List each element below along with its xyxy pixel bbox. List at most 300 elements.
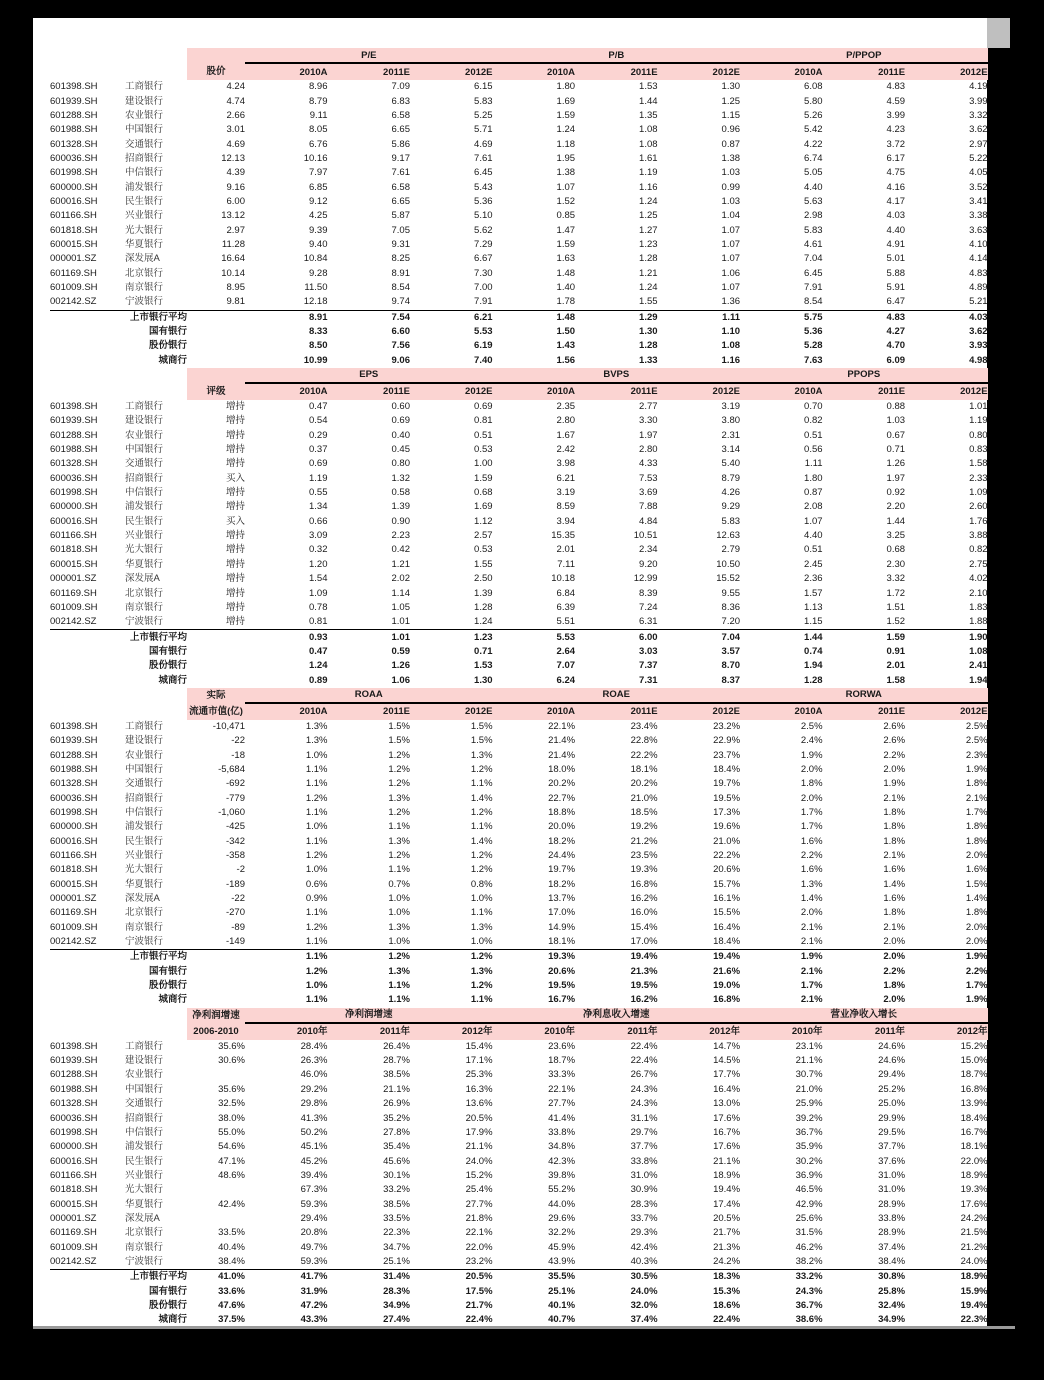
- cell-value: 2.2%: [800, 850, 823, 862]
- cell-value: 1.44: [886, 515, 906, 527]
- cell-value: 9.28: [309, 267, 328, 279]
- cell-value: 1.38: [556, 167, 576, 179]
- cell-value: 15.0%: [960, 1055, 988, 1067]
- table-row: [50, 849, 988, 863]
- cell-value: 18.7%: [548, 1055, 576, 1067]
- cell-value: 1.19: [309, 472, 328, 484]
- cell-value: 1.4%: [800, 893, 823, 905]
- cell-col3-value: 4.24: [226, 81, 245, 93]
- cell-value: 1.50: [556, 326, 576, 338]
- cell-value: 3.03: [639, 645, 658, 657]
- cell-value: 2.08: [804, 501, 823, 513]
- average-label: 股份银行: [148, 980, 187, 992]
- cell-value: 24.3%: [630, 1083, 658, 1095]
- cell-value: 32.4%: [878, 1299, 906, 1311]
- cell-value: 1.16: [721, 354, 741, 366]
- cell-value: 2.35: [556, 401, 576, 413]
- cell-value: 1.59: [556, 109, 576, 121]
- average-row: [50, 950, 988, 965]
- year-header: 2010A: [245, 703, 328, 720]
- cell-stock-code: 600036.SH: [50, 1112, 98, 1124]
- cell-value: 9.29: [721, 501, 741, 513]
- year-header: 2010A: [245, 383, 328, 400]
- cell-value: 5.83: [804, 224, 823, 236]
- cell-value: 45.1%: [300, 1141, 328, 1153]
- cell-value: 0.60: [391, 401, 410, 413]
- cell-bank-name: 交通银行: [125, 138, 164, 150]
- cell-value: 0.69: [474, 401, 493, 413]
- cell-value: 18.7%: [960, 1069, 988, 1081]
- cell-stock-code: 601939.SH: [50, 95, 98, 107]
- cell-col3-value: 40.4%: [218, 1241, 245, 1253]
- cell-value: 7.97: [309, 167, 328, 179]
- cell-value: 4.03: [969, 311, 988, 323]
- year-header: 2012E: [905, 63, 988, 80]
- cell-value: 16.0%: [630, 907, 658, 919]
- spacer-cell: [50, 63, 187, 80]
- cell-value: 16.1%: [713, 893, 741, 905]
- cell-value: 29.7%: [630, 1126, 658, 1138]
- cell-col3-value: 13.12: [221, 210, 245, 222]
- table-row: [50, 1040, 988, 1054]
- cell-value: 16.7%: [960, 1126, 988, 1138]
- cell-value: 7.07: [556, 660, 576, 672]
- group-header-row: [50, 688, 988, 703]
- year-header: 2010A: [493, 383, 576, 400]
- cell-col3-value: 54.6%: [218, 1141, 245, 1153]
- cell-col3-value: 增持: [225, 458, 245, 470]
- year-header: 2011E: [328, 63, 411, 80]
- average-label: 国有银行: [148, 645, 187, 657]
- cell-value: 1.24: [556, 124, 576, 136]
- cell-col3-value: [187, 354, 245, 368]
- cell-value: 1.08: [969, 645, 988, 657]
- cell-value: 34.8%: [548, 1141, 576, 1153]
- cell-value: 8.54: [740, 295, 823, 310]
- cell-value: 2.0%: [800, 763, 823, 775]
- cell-value: 13.9%: [960, 1098, 988, 1110]
- cell-value: 1.08: [639, 138, 658, 150]
- spacer-cell: [50, 368, 187, 383]
- cell-value: 10.18: [551, 573, 576, 585]
- cell-value: 1.18: [556, 138, 576, 150]
- cell-value: 1.30: [639, 326, 658, 338]
- cell-value: 21.0%: [795, 1083, 823, 1095]
- cell-value: 1.08: [639, 124, 658, 136]
- cell-value: 0.51: [804, 544, 823, 556]
- cell-value: 1.48: [556, 267, 576, 279]
- cell-value: 5.05: [804, 167, 823, 179]
- cell-value: 1.03: [721, 167, 741, 179]
- cell-value: 8.54: [391, 281, 410, 293]
- cell-value: 1.51: [886, 601, 906, 613]
- cell-value: 6.31: [575, 615, 658, 630]
- cell-value: 1.25: [639, 210, 658, 222]
- col3-header: 2006-2010: [187, 1023, 245, 1040]
- cell-value: 20.2%: [630, 778, 658, 790]
- table-row: [50, 906, 988, 920]
- cell-value: 1.03: [721, 195, 741, 207]
- cell-stock-code: 601818.SH: [50, 1184, 98, 1196]
- cell-value: 10.50: [716, 558, 741, 570]
- cell-value: 11.50: [304, 281, 328, 293]
- cell-value: 0.40: [391, 429, 410, 441]
- cell-value: 2.20: [886, 501, 906, 513]
- year-header: 2012E: [658, 63, 741, 80]
- cell-value: 6.45: [474, 167, 493, 179]
- cell-value: 37.4%: [575, 1313, 658, 1328]
- cell-value: 45.6%: [383, 1155, 410, 1167]
- cell-value: 25.2%: [878, 1083, 906, 1095]
- cell-value: 33.7%: [630, 1212, 658, 1224]
- cell-value: 2.02: [391, 573, 410, 585]
- cell-value: 25.1%: [548, 1285, 576, 1297]
- cell-value: 1.9%: [800, 749, 823, 761]
- cell-value: 6.67: [474, 253, 493, 265]
- cell-value: 22.7%: [548, 792, 576, 804]
- cell-col3-value: 增持: [225, 573, 245, 585]
- table-row: [50, 500, 988, 514]
- cell-value: 42.4%: [630, 1241, 658, 1253]
- cell-value: 0.67: [886, 429, 906, 441]
- cell-value: 13.6%: [465, 1098, 493, 1110]
- cell-bank-name: 中国银行: [125, 444, 164, 456]
- cell-value: 16.4%: [713, 921, 741, 933]
- cell-value: 4.83: [886, 81, 906, 93]
- cell-value: 4.91: [886, 238, 906, 250]
- table-row: [50, 1083, 988, 1097]
- cell-value: 19.0%: [713, 980, 741, 992]
- cell-bank-name: 北京银行: [125, 907, 164, 919]
- cell-value: 1.15: [740, 615, 823, 630]
- cell-col3-value: 6.00: [226, 195, 245, 207]
- cell-value: 1.78: [493, 295, 576, 310]
- cell-value: 33.5%: [383, 1212, 410, 1224]
- year-header: 2010年: [245, 1023, 328, 1040]
- cell-value: 17.0%: [548, 907, 576, 919]
- cell-col3-value: -270: [225, 907, 245, 919]
- cell-col3-value: 2.97: [226, 224, 245, 236]
- cell-value: 4.83: [886, 311, 906, 323]
- cell-value: 29.6%: [548, 1212, 576, 1224]
- cell-stock-code: 601818.SH: [50, 864, 98, 876]
- cell-value: 2.5%: [800, 720, 823, 732]
- table-row: [50, 921, 988, 935]
- cell-value: 2.1%: [800, 994, 823, 1006]
- cell-value: 1.01: [328, 615, 411, 630]
- cell-value: 21.4%: [548, 749, 576, 761]
- cell-value: 28.3%: [383, 1285, 410, 1297]
- cell-value: 39.4%: [300, 1169, 328, 1181]
- year-header: 2011E: [823, 383, 906, 400]
- average-label: 国有银行: [148, 326, 187, 338]
- cell-value: 1.43: [556, 340, 576, 352]
- cell-value: 1.52: [823, 615, 906, 630]
- cell-value: 1.67: [556, 429, 576, 441]
- cell-value: 7.09: [391, 81, 410, 93]
- cell-value: 5.83: [721, 515, 741, 527]
- cell-value: 19.4%: [713, 1184, 741, 1196]
- cell-value: 1.9%: [800, 951, 823, 963]
- cell-value: 3.19: [721, 401, 741, 413]
- cell-value: 1.0%: [305, 864, 328, 876]
- cell-value: 45.9%: [548, 1241, 576, 1253]
- cell-bank-name: 浦发银行: [125, 501, 164, 513]
- cell-value: 3.41: [969, 195, 988, 207]
- cell-bank-name: 光大银行: [125, 1184, 164, 1196]
- cell-value: 4.05: [969, 167, 988, 179]
- cell-value: 7.54: [391, 311, 410, 323]
- cell-value: 1.57: [804, 587, 823, 599]
- cell-value: 12.99: [633, 573, 658, 585]
- table-row: [50, 266, 988, 280]
- cell-value: 40.7%: [493, 1313, 576, 1328]
- table-row: [50, 1068, 988, 1082]
- cell-value: 17.1%: [465, 1055, 493, 1067]
- cell-col3-value: [187, 659, 245, 673]
- cell-value: 5.87: [391, 210, 410, 222]
- cell-value: 1.44: [639, 95, 658, 107]
- cell-value: 0.91: [886, 645, 906, 657]
- cell-value: 17.4%: [713, 1198, 741, 1210]
- cell-value: 40.1%: [548, 1299, 576, 1311]
- cell-value: 18.6%: [713, 1299, 741, 1311]
- table-row: [50, 180, 988, 194]
- cell-value: 2.42: [556, 444, 576, 456]
- cell-value: 1.1%: [305, 835, 328, 847]
- cell-bank-name: 光大银行: [125, 224, 164, 236]
- report-page: [33, 18, 987, 1326]
- cell-col3-value: [187, 965, 245, 979]
- cell-value: 32.0%: [630, 1299, 658, 1311]
- cell-col3-value: [187, 310, 245, 325]
- cell-value: 23.1%: [795, 1040, 823, 1052]
- year-header: 2012E: [905, 703, 988, 720]
- cell-value: 21.0%: [713, 835, 741, 847]
- cell-value: 33.2%: [383, 1184, 410, 1196]
- cell-value: 3.32: [969, 109, 988, 121]
- cell-value: 1.94: [804, 660, 823, 672]
- cell-value: 43.9%: [493, 1255, 576, 1270]
- cell-value: 22.4%: [630, 1055, 658, 1067]
- cell-value: 22.4%: [630, 1040, 658, 1052]
- cell-bank-name: 华夏银行: [125, 238, 164, 250]
- cell-col3-value: -692: [225, 778, 245, 790]
- cell-stock-code: 601988.SH: [50, 124, 98, 136]
- cell-value: 14.5%: [713, 1055, 741, 1067]
- cell-stock-code: 601166.SH: [50, 210, 97, 222]
- cell-col3-value: -2: [236, 864, 245, 876]
- cell-value: 18.4%: [658, 935, 741, 950]
- cell-value: 15.2%: [960, 1040, 988, 1052]
- cell-value: 16.8%: [960, 1083, 988, 1095]
- cell-bank-name: 浦发银行: [125, 821, 164, 833]
- cell-value: 46.5%: [795, 1184, 823, 1196]
- cell-value: 23.4%: [630, 720, 658, 732]
- cell-value: 1.6%: [800, 864, 823, 876]
- cell-value: 4.40: [886, 224, 906, 236]
- cell-value: 1.1%: [388, 994, 410, 1006]
- cell-value: 1.28: [804, 674, 823, 686]
- year-header: 2011E: [575, 703, 658, 720]
- cell-value: 16.7%: [548, 994, 576, 1006]
- cell-value: 28.9%: [878, 1227, 906, 1239]
- cell-bank-name: 北京银行: [125, 1227, 164, 1239]
- col3-header: 评级: [187, 383, 245, 400]
- cell-value: 5.28: [804, 340, 823, 352]
- group-header: 净利润增速: [245, 1008, 493, 1023]
- cell-value: 5.40: [721, 458, 741, 470]
- cell-bank-name: 深发展A: [125, 253, 160, 265]
- cell-value: 0.53: [474, 444, 493, 456]
- average-label: 上市银行平均: [129, 311, 187, 323]
- cell-value: 1.8%: [965, 778, 988, 790]
- cell-bank-name: 工商银行: [125, 720, 164, 732]
- cell-bank-name: 浦发银行: [125, 181, 164, 193]
- cell-value: 10.51: [633, 530, 658, 542]
- cell-value: 6.83: [391, 95, 410, 107]
- cell-value: 1.2%: [470, 806, 493, 818]
- cell-value: 1.94: [969, 674, 988, 686]
- cell-value: 2.1%: [740, 935, 823, 950]
- cell-value: 1.2%: [305, 850, 328, 862]
- cell-value: 13.0%: [713, 1098, 741, 1110]
- cell-value: 3.62: [969, 326, 988, 338]
- cell-value: 0.85: [556, 210, 576, 222]
- cell-value: 25.0%: [878, 1098, 906, 1110]
- cell-value: 37.4%: [878, 1241, 906, 1253]
- cell-value: 7.31: [639, 674, 658, 686]
- cell-value: 18.9%: [713, 1169, 741, 1181]
- cell-stock-code: 600015.SH: [50, 1198, 98, 1210]
- cell-col3-value: [187, 630, 245, 645]
- table-row: [50, 835, 988, 849]
- cell-value: 19.3%: [630, 864, 658, 876]
- cell-value: 1.10: [721, 326, 741, 338]
- cell-value: 1.8%: [965, 907, 988, 919]
- cell-value: 30.8%: [878, 1271, 906, 1283]
- cell-value: 18.4%: [713, 763, 741, 775]
- cell-col3-value: [187, 645, 245, 659]
- cell-value: 9.17: [391, 152, 410, 164]
- cell-value: 0.9%: [305, 893, 328, 905]
- cell-stock-code: 601166.SH: [50, 530, 97, 542]
- cell-col3-value: 38.4%: [187, 1255, 245, 1270]
- spacer-cell: [50, 1023, 187, 1040]
- cell-bank-name: 中信银行: [125, 167, 164, 179]
- cell-value: 1.19: [639, 167, 658, 179]
- cell-value: 29.4%: [300, 1212, 328, 1224]
- cell-col3-value: -1,060: [218, 806, 245, 818]
- cell-bank-name: 华夏银行: [125, 558, 164, 570]
- cell-value: 24.0%: [630, 1285, 658, 1297]
- cell-value: 2.1%: [800, 965, 823, 977]
- cell-value: 24.3%: [795, 1285, 823, 1297]
- cell-value: 1.8%: [883, 835, 906, 847]
- cell-value: 1.58: [886, 674, 906, 686]
- table-row: [50, 238, 988, 252]
- cell-stock-code: 601169.SH: [50, 267, 97, 279]
- cell-value: 1.09: [309, 587, 328, 599]
- cell-stock-code: 600000.SH: [50, 821, 98, 833]
- cell-col3-value: 增持: [225, 544, 245, 556]
- cell-value: 2.23: [391, 530, 410, 542]
- cell-value: 1.47: [556, 224, 576, 236]
- average-label: 国有银行: [148, 1285, 187, 1297]
- cell-value: 1.8%: [883, 821, 906, 833]
- cell-value: 1.59: [556, 238, 576, 250]
- cell-value: 26.9%: [383, 1098, 410, 1110]
- cell-value: 3.63: [969, 224, 988, 236]
- average-label: 城商行: [50, 1313, 187, 1328]
- cell-value: 6.45: [804, 267, 823, 279]
- cell-value: 5.86: [391, 138, 410, 150]
- cell-value: 1.0%: [305, 980, 328, 992]
- cell-bank-name: 农业银行: [125, 1069, 164, 1081]
- cell-value: 19.5%: [548, 980, 576, 992]
- cell-col3-value: 33.6%: [218, 1285, 245, 1297]
- cell-value: 8.36: [721, 601, 741, 613]
- cell-value: 2.77: [639, 401, 658, 413]
- cell-value: 17.6%: [713, 1141, 741, 1153]
- table-row: [50, 1169, 988, 1183]
- cell-value: 8.05: [309, 124, 328, 136]
- group-header-row: [50, 1008, 988, 1023]
- cell-value: 8.79: [309, 95, 328, 107]
- cell-value: 2.75: [969, 558, 988, 570]
- average-row: [50, 979, 988, 993]
- cell-col3-value: 增持: [225, 601, 245, 613]
- group-header: PPOPS: [740, 368, 988, 383]
- cell-value: 1.25: [721, 95, 741, 107]
- cell-value: 33.2%: [795, 1271, 823, 1283]
- year-header: 2011年: [575, 1023, 658, 1040]
- cell-value: 0.88: [886, 401, 906, 413]
- cell-value: 35.2%: [383, 1112, 410, 1124]
- cell-stock-code: 601328.SH: [50, 778, 98, 790]
- cell-value: 4.83: [969, 267, 988, 279]
- cell-value: 1.3%: [305, 720, 328, 732]
- cell-value: 1.5%: [388, 720, 410, 732]
- cell-value: 26.7%: [630, 1069, 658, 1081]
- year-header: 2010A: [740, 703, 823, 720]
- cell-value: 31.0%: [630, 1169, 658, 1181]
- cell-value: 0.81: [474, 415, 493, 427]
- table-row: [50, 748, 988, 762]
- cell-value: 1.07: [556, 181, 576, 193]
- cell-value: 1.0%: [305, 749, 328, 761]
- cell-value: 20.2%: [548, 778, 576, 790]
- cell-value: 21.7%: [713, 1227, 741, 1239]
- cell-value: 10.84: [303, 253, 328, 265]
- cell-value: 15.4%: [630, 921, 658, 933]
- cell-col3-value: 9.16: [226, 181, 245, 193]
- table-row: [50, 935, 988, 950]
- cell-value: 8.25: [391, 253, 410, 265]
- cell-col3-value: 37.5%: [187, 1313, 245, 1328]
- cell-value: 5.83: [474, 95, 493, 107]
- cell-col3-value: 增持: [225, 429, 245, 441]
- cell-value: 22.1%: [548, 720, 576, 732]
- cell-stock-code: 601009.SH: [50, 601, 98, 613]
- cell-value: 0.68: [886, 544, 906, 556]
- cell-stock-code: 601169.SH: [50, 1227, 97, 1239]
- cell-value: 0.32: [309, 544, 328, 556]
- cell-stock-code: 601939.SH: [50, 415, 98, 427]
- cell-value: 0.87: [804, 487, 823, 499]
- table-row: [50, 1154, 988, 1168]
- table-row: [50, 1183, 988, 1197]
